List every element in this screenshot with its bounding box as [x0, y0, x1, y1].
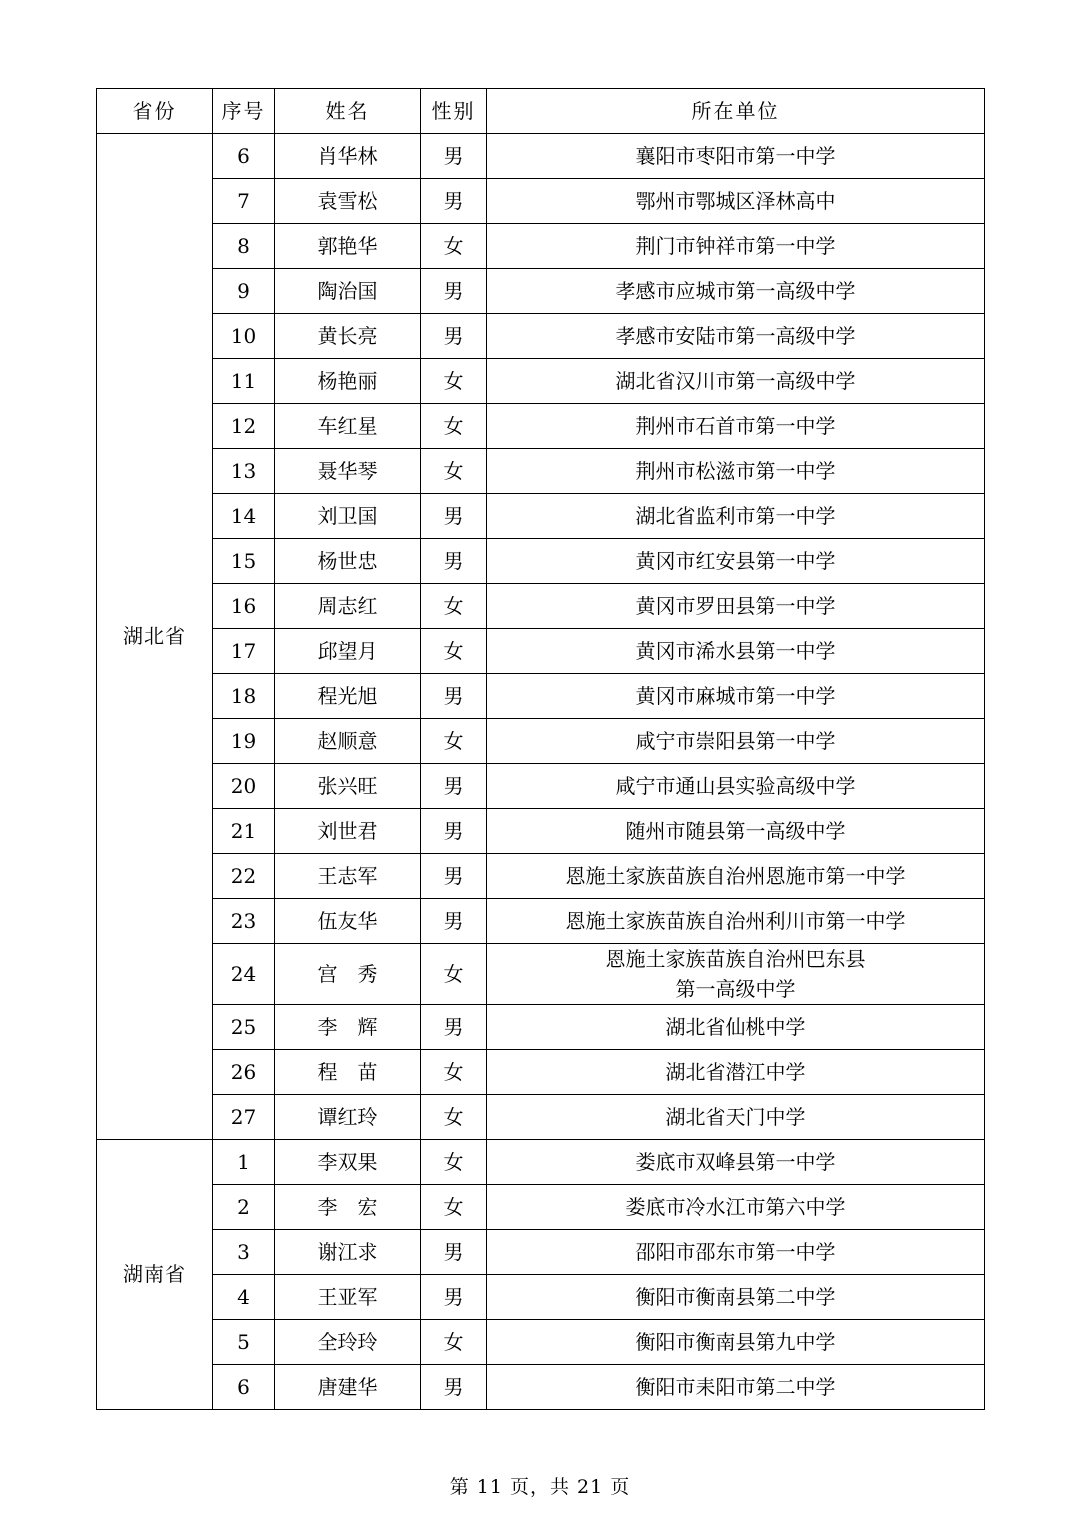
column-header-province: 省份	[97, 89, 213, 134]
gender-cell: 男	[421, 1005, 487, 1050]
unit-cell: 荆州市石首市第一中学	[487, 404, 985, 449]
name-cell: 郭艳华	[275, 224, 421, 269]
name-cell: 刘世君	[275, 809, 421, 854]
table-row	[97, 1050, 985, 1095]
unit-cell: 恩施土家族苗族自治州恩施市第一中学	[487, 854, 985, 899]
table-row	[97, 1095, 985, 1140]
name-cell: 王亚军	[275, 1275, 421, 1320]
index-cell: 10	[213, 314, 275, 359]
name-cell: 李 宏	[275, 1185, 421, 1230]
unit-cell: 咸宁市通山县实验高级中学	[487, 764, 985, 809]
gender-cell: 女	[421, 1320, 487, 1365]
index-cell: 4	[213, 1275, 275, 1320]
name-cell: 杨艳丽	[275, 359, 421, 404]
table-row	[97, 899, 985, 944]
name-cell: 谭红玲	[275, 1095, 421, 1140]
gender-cell: 男	[421, 134, 487, 179]
name-cell: 邱望月	[275, 629, 421, 674]
unit-cell: 娄底市双峰县第一中学	[487, 1140, 985, 1185]
unit-cell: 荆州市松滋市第一中学	[487, 449, 985, 494]
table-row	[97, 494, 985, 539]
name-cell: 程 苗	[275, 1050, 421, 1095]
table-row	[97, 224, 985, 269]
name-cell: 谢江求	[275, 1230, 421, 1275]
index-cell: 9	[213, 269, 275, 314]
index-cell: 14	[213, 494, 275, 539]
table-row	[97, 314, 985, 359]
unit-cell: 荆门市钟祥市第一中学	[487, 224, 985, 269]
table-row	[97, 1185, 985, 1230]
gender-cell: 女	[421, 359, 487, 404]
unit-cell: 衡阳市衡南县第二中学	[487, 1275, 985, 1320]
name-cell: 程光旭	[275, 674, 421, 719]
table-row	[97, 179, 985, 224]
name-cell: 袁雪松	[275, 179, 421, 224]
name-cell: 全玲玲	[275, 1320, 421, 1365]
gender-cell: 女	[421, 944, 487, 1005]
unit-cell: 恩施土家族苗族自治州利川市第一中学	[487, 899, 985, 944]
table-row	[97, 854, 985, 899]
unit-cell: 黄冈市红安县第一中学	[487, 539, 985, 584]
index-cell: 24	[213, 944, 275, 1005]
province-cell-hunan: 湖南省	[97, 1140, 213, 1410]
name-cell: 刘卫国	[275, 494, 421, 539]
table-body	[97, 134, 985, 1410]
unit-cell: 湖北省汉川市第一高级中学	[487, 359, 985, 404]
gender-cell: 女	[421, 224, 487, 269]
column-header-unit: 所在单位	[487, 89, 985, 134]
index-cell: 17	[213, 629, 275, 674]
name-cell: 赵顺意	[275, 719, 421, 764]
unit-cell: 咸宁市崇阳县第一中学	[487, 719, 985, 764]
gender-cell: 男	[421, 1275, 487, 1320]
unit-cell: 邵阳市邵东市第一中学	[487, 1230, 985, 1275]
table-row	[97, 1320, 985, 1365]
index-cell: 5	[213, 1320, 275, 1365]
name-cell: 周志红	[275, 584, 421, 629]
index-cell: 20	[213, 764, 275, 809]
gender-cell: 男	[421, 494, 487, 539]
index-cell: 25	[213, 1005, 275, 1050]
table-row	[97, 359, 985, 404]
index-cell: 1	[213, 1140, 275, 1185]
column-header-index: 序号	[213, 89, 275, 134]
table-row	[97, 764, 985, 809]
table-row	[97, 269, 985, 314]
page-footer: 第 11 页，共 21 页	[449, 1476, 631, 1498]
gender-cell: 男	[421, 1365, 487, 1410]
index-cell: 15	[213, 539, 275, 584]
table-row	[97, 449, 985, 494]
name-cell: 王志军	[275, 854, 421, 899]
table-row	[97, 809, 985, 854]
gender-cell: 男	[421, 179, 487, 224]
index-cell: 2	[213, 1185, 275, 1230]
name-cell: 李 辉	[275, 1005, 421, 1050]
province-cell-hubei: 湖北省	[97, 134, 213, 1140]
table-row	[97, 719, 985, 764]
name-cell: 肖华林	[275, 134, 421, 179]
index-cell: 26	[213, 1050, 275, 1095]
unit-cell: 黄冈市麻城市第一中学	[487, 674, 985, 719]
gender-cell: 女	[421, 584, 487, 629]
unit-cell: 衡阳市耒阳市第二中学	[487, 1365, 985, 1410]
unit-cell: 鄂州市鄂城区泽林高中	[487, 179, 985, 224]
table-row	[97, 539, 985, 584]
name-cell: 唐建华	[275, 1365, 421, 1410]
unit-cell: 湖北省仙桃中学	[487, 1005, 985, 1050]
gender-cell: 女	[421, 629, 487, 674]
index-cell: 6	[213, 1365, 275, 1410]
index-cell: 11	[213, 359, 275, 404]
index-cell: 23	[213, 899, 275, 944]
index-cell: 7	[213, 179, 275, 224]
gender-cell: 男	[421, 854, 487, 899]
table-header-row	[97, 89, 985, 134]
unit-line-1: 恩施土家族苗族自治州巴东县	[605, 947, 866, 971]
table-row	[97, 944, 985, 1005]
table-row	[97, 1140, 985, 1185]
index-cell: 18	[213, 674, 275, 719]
name-cell: 黄长亮	[275, 314, 421, 359]
unit-cell: 娄底市冷水江市第六中学	[487, 1185, 985, 1230]
gender-cell: 女	[421, 719, 487, 764]
index-cell: 3	[213, 1230, 275, 1275]
unit-cell: 孝感市安陆市第一高级中学	[487, 314, 985, 359]
index-cell: 27	[213, 1095, 275, 1140]
index-cell: 8	[213, 224, 275, 269]
name-cell: 张兴旺	[275, 764, 421, 809]
name-cell: 李双果	[275, 1140, 421, 1185]
unit-cell: 襄阳市枣阳市第一中学	[487, 134, 985, 179]
index-cell: 19	[213, 719, 275, 764]
table-row	[97, 584, 985, 629]
name-cell: 伍友华	[275, 899, 421, 944]
gender-cell: 女	[421, 1185, 487, 1230]
table-row	[97, 1005, 985, 1050]
gender-cell: 男	[421, 899, 487, 944]
gender-cell: 男	[421, 1230, 487, 1275]
unit-cell: 随州市随县第一高级中学	[487, 809, 985, 854]
index-cell: 21	[213, 809, 275, 854]
unit-cell: 黄冈市罗田县第一中学	[487, 584, 985, 629]
name-cell: 聂华琴	[275, 449, 421, 494]
index-cell: 12	[213, 404, 275, 449]
index-cell: 13	[213, 449, 275, 494]
gender-cell: 女	[421, 449, 487, 494]
gender-cell: 男	[421, 269, 487, 314]
gender-cell: 男	[421, 539, 487, 584]
unit-cell: 湖北省潜江中学	[487, 1050, 985, 1095]
gender-cell: 女	[421, 404, 487, 449]
table-row	[97, 1275, 985, 1320]
name-cell: 宫 秀	[275, 944, 421, 1005]
name-cell: 车红星	[275, 404, 421, 449]
table-row	[97, 404, 985, 449]
name-cell: 陶治国	[275, 269, 421, 314]
table-row	[97, 629, 985, 674]
table-row	[97, 1365, 985, 1410]
unit-cell: 黄冈市浠水县第一中学	[487, 629, 985, 674]
roster-table	[96, 88, 985, 1410]
name-cell: 杨世忠	[275, 539, 421, 584]
unit-cell: 衡阳市衡南县第九中学	[487, 1320, 985, 1365]
table-row	[97, 1230, 985, 1275]
gender-cell: 男	[421, 314, 487, 359]
table-row	[97, 674, 985, 719]
column-header-name: 姓名	[275, 89, 421, 134]
index-cell: 6	[213, 134, 275, 179]
gender-cell: 男	[421, 764, 487, 809]
column-header-gender: 性别	[421, 89, 487, 134]
table-header	[97, 89, 985, 134]
gender-cell: 女	[421, 1050, 487, 1095]
gender-cell: 女	[421, 1140, 487, 1185]
unit-cell: 湖北省监利市第一中学	[487, 494, 985, 539]
unit-cell: 孝感市应城市第一高级中学	[487, 269, 985, 314]
gender-cell: 男	[421, 809, 487, 854]
unit-cell: 湖北省天门中学	[487, 1095, 985, 1140]
index-cell: 22	[213, 854, 275, 899]
gender-cell: 女	[421, 1095, 487, 1140]
table-row	[97, 134, 985, 179]
unit-cell	[487, 944, 985, 1005]
gender-cell: 男	[421, 674, 487, 719]
index-cell: 16	[213, 584, 275, 629]
unit-line-2: 第一高级中学	[675, 977, 796, 1001]
